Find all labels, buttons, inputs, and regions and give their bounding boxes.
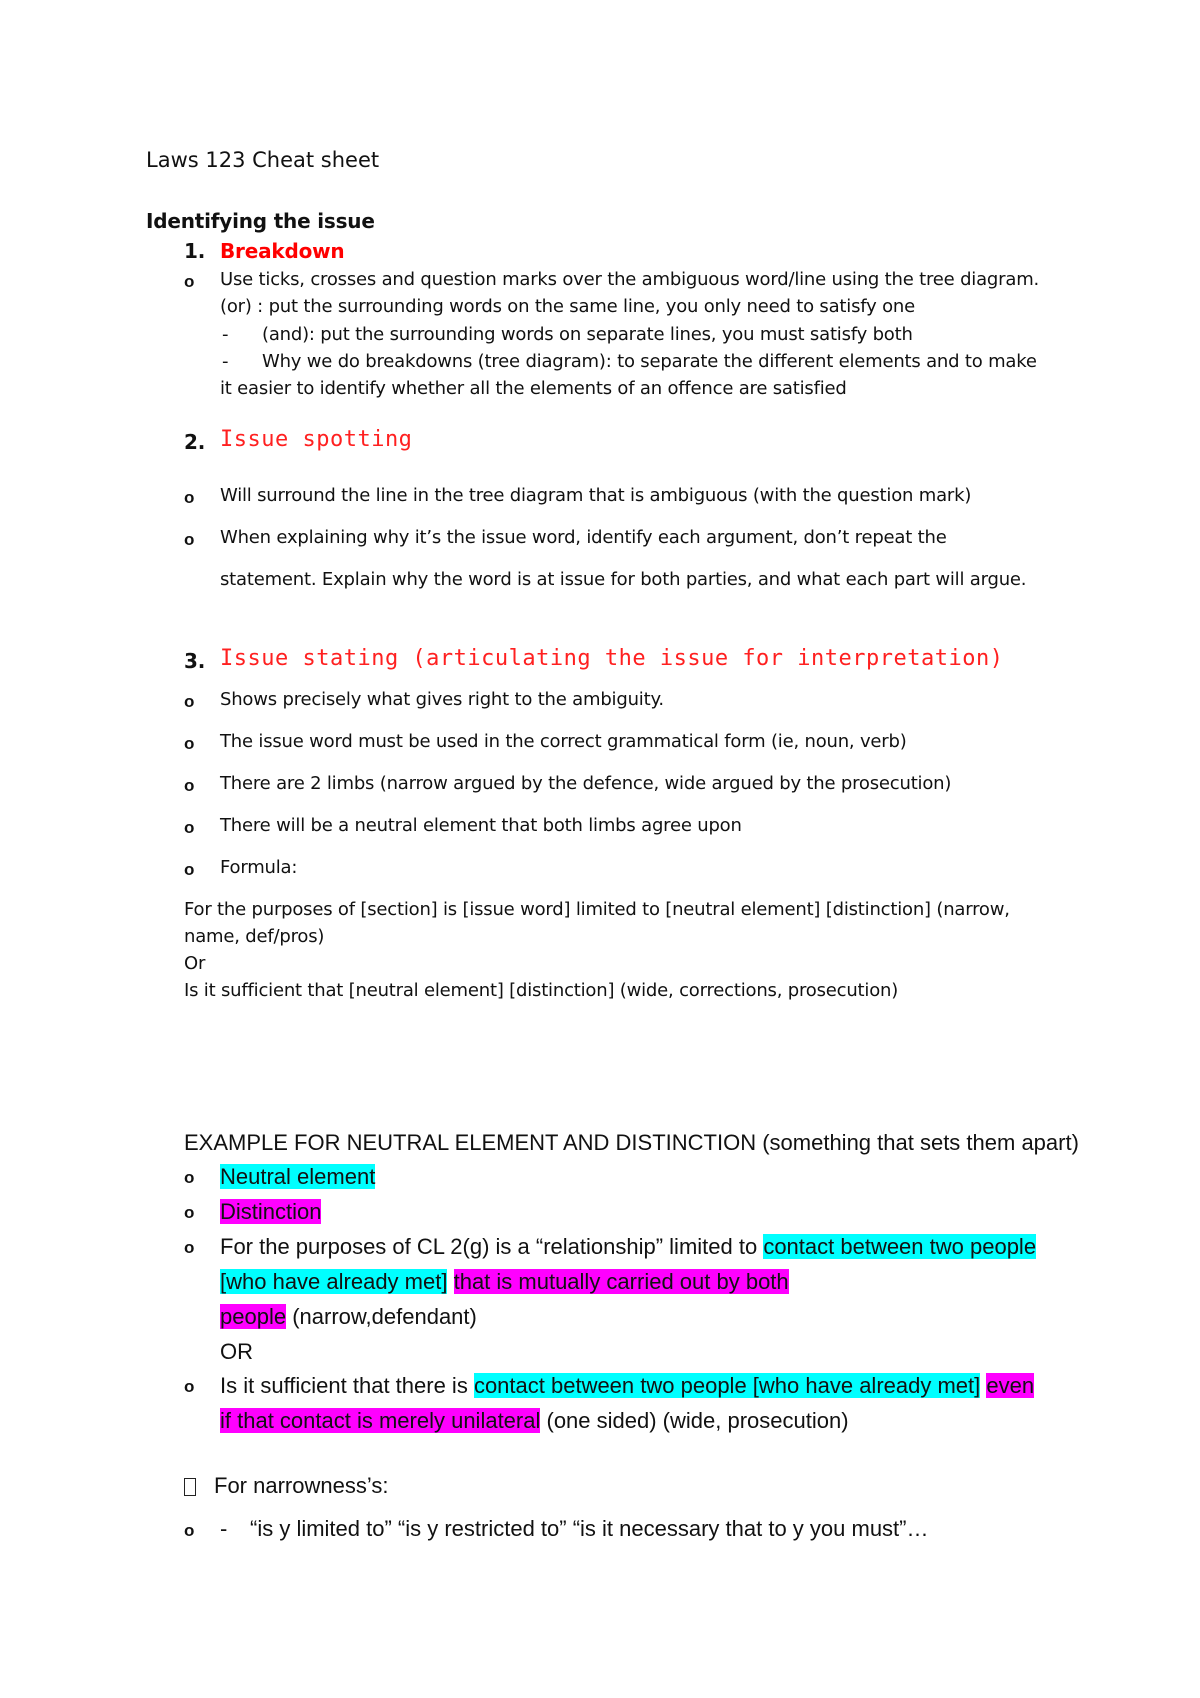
wide-label: (one sided) (wide, prosecution): [540, 1408, 849, 1433]
narrow-neutral-part1: contact between two people: [763, 1234, 1037, 1259]
checkbox-glyph-icon: [184, 1478, 196, 1498]
ex-b2-bullet: o: [184, 1203, 195, 1222]
example-narrow-line2: [220, 1269, 789, 1295]
ex-b3-bullet: o: [184, 1238, 195, 1257]
formula-narrow-cont: name, def/pros): [184, 926, 325, 947]
s3-heading: Issue stating (articulating the issue for interpretation): [220, 646, 1004, 671]
s2-number: 2.: [184, 430, 206, 454]
s3-b3-bullet: o: [184, 776, 195, 795]
ex-b4-bullet: o: [184, 1377, 195, 1396]
example-wide-line1: [220, 1373, 1034, 1399]
s1-dash2-cont: it easier to identify whether all the elements of an offence are satisfied: [220, 378, 847, 399]
example-heading: EXAMPLE FOR NEUTRAL ELEMENT AND DISTINCTION (something that sets them apart): [184, 1130, 1079, 1155]
s1-line1: Use ticks, crosses and question marks over the ambiguous word/line using the tree diagram.: [220, 269, 1040, 290]
s2-b1: Will surround the line in the tree diagram that is ambiguous (with the question mark): [220, 485, 972, 506]
narrowness-dash: -: [220, 1516, 228, 1541]
wide-distinction-part2: if that contact is merely unilateral: [220, 1408, 541, 1433]
example-wide-line2: [220, 1408, 849, 1434]
s3-b4-bullet: o: [184, 818, 195, 837]
s1-dash1-marker: -: [222, 324, 229, 345]
s1-dash1-text: (and): put the surrounding words on separate lines, you must satisfy both: [262, 324, 913, 345]
ex-b1-bullet: o: [184, 1168, 195, 1187]
s3-number: 3.: [184, 649, 206, 673]
narrow-neutral-part2: [who have already met]: [220, 1269, 448, 1294]
s1-dash2-marker: -: [222, 351, 229, 372]
s2-b2-bullet: o: [184, 530, 195, 549]
narrow-distinction-part2: people: [220, 1304, 287, 1329]
formula-narrow: For the purposes of [section] is [issue word] limited to [neutral element] [distinction] (narrow,: [184, 899, 1010, 920]
s3-b1-bullet: o: [184, 692, 195, 711]
s2-b1-bullet: o: [184, 488, 195, 507]
narrow-distinction-part1: that is mutually carried out by both: [453, 1269, 789, 1294]
s1-dash2-text: Why we do breakdowns (tree diagram): to separate the different elements and to make: [262, 351, 1037, 372]
s1-number: 1.: [184, 239, 206, 263]
ex-b5-bullet: o: [184, 1521, 195, 1540]
section-heading: Identifying the issue: [146, 209, 375, 233]
s1-bullet: o: [184, 272, 195, 291]
wide-neutral: contact between two people [who have already met]: [473, 1373, 981, 1398]
s1-line2: (or) : put the surrounding words on the same line, you only need to satisfy one: [220, 296, 915, 317]
s1-heading: Breakdown: [220, 239, 345, 263]
example-narrow-line1: [220, 1234, 1036, 1260]
neutral-element-label: Neutral element: [220, 1164, 376, 1189]
wide-distinction-part1: even: [986, 1373, 1035, 1398]
doc-title: Laws 123 Cheat sheet: [146, 148, 380, 172]
example-narrow-line3: [220, 1304, 477, 1330]
formula-wide: Is it sufficient that [neutral element] [distinction] (wide, corrections, prosecution): [184, 980, 899, 1001]
s3-b1: Shows precisely what gives right to the ambiguity.: [220, 689, 664, 710]
wide-text-a: Is it sufficient that there is: [220, 1373, 474, 1398]
narrowness-phrases: “is y limited to” “is y restricted to” “is it necessary that to y you must”…: [250, 1516, 929, 1541]
s3-b5-bullet: o: [184, 860, 195, 879]
distinction-label: Distinction: [220, 1199, 322, 1224]
narrow-text-a: For the purposes of CL 2(g) is a “relationship” limited to: [220, 1234, 764, 1259]
s2-heading: Issue spotting: [220, 427, 413, 452]
s3-b5: Formula:: [220, 857, 298, 878]
example-or: OR: [220, 1339, 253, 1364]
s2-b2-cont: statement. Explain why the word is at issue for both parties, and what each part will argue.: [220, 569, 1027, 590]
s3-b2: The issue word must be used in the correct grammatical form (ie, noun, verb): [220, 731, 907, 752]
s2-b2: When explaining why it’s the issue word, identify each argument, don’t repeat the: [220, 527, 947, 548]
s3-b4: There will be a neutral element that both limbs agree upon: [220, 815, 742, 836]
s3-b2-bullet: o: [184, 734, 195, 753]
formula-or: Or: [184, 953, 206, 974]
narrow-label: (narrow,defendant): [286, 1304, 477, 1329]
s3-b3: There are 2 limbs (narrow argued by the defence, wide argued by the prosecution): [220, 773, 952, 794]
narrowness-label: For narrowness’s:: [214, 1473, 389, 1498]
